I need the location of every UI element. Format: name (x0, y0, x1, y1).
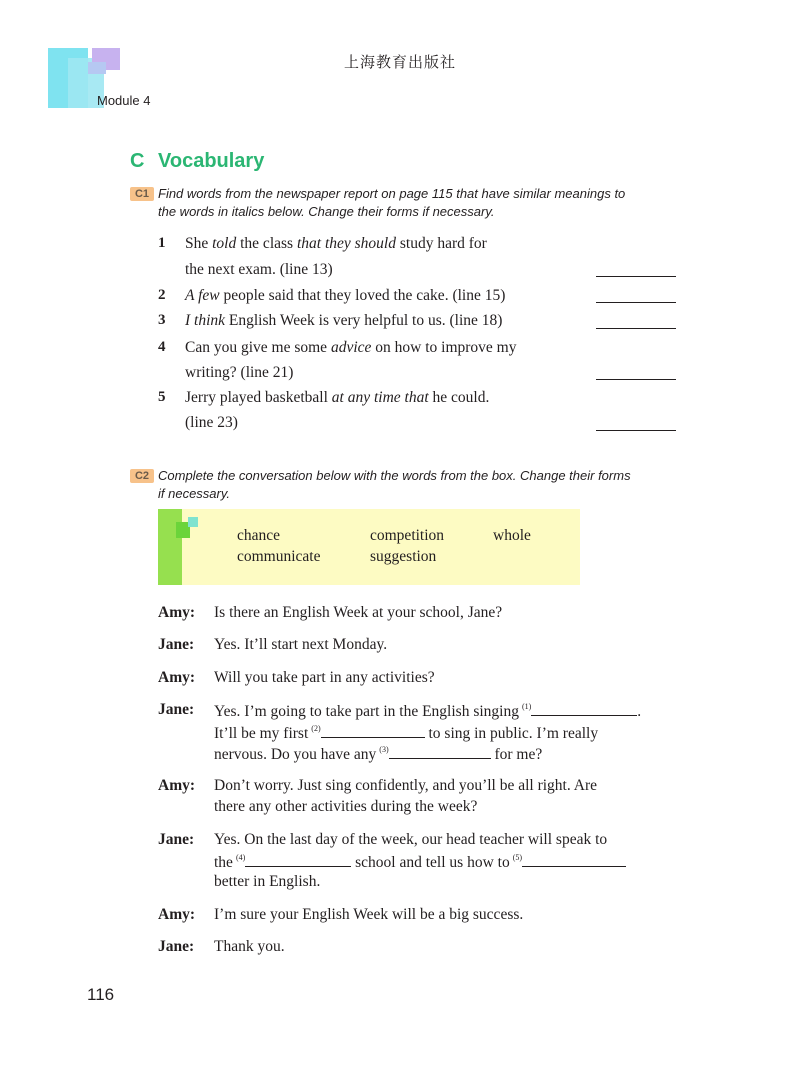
item-text: Can you give me some advice on how to improve my (185, 339, 517, 356)
item-text: Jerry played basketball at any time that he could. (185, 389, 490, 406)
blank-number: (3) (379, 745, 389, 754)
speech-line: there any other activities during the week? (214, 798, 478, 815)
answer-blank-3[interactable] (596, 327, 676, 329)
speech-line: Thank you. (214, 938, 285, 955)
speech-line: Yes. I’m going to take part in the English singing $^{(1)}$ . (214, 702, 642, 720)
blank-3[interactable] (389, 744, 491, 759)
speech-line: Yes. It’ll start next Monday. (214, 636, 388, 653)
item-text: I think English Week is very helpful to us. (line 18) (185, 312, 503, 329)
speech-line: I’m sure your English Week will be a big success. (214, 906, 524, 923)
publisher-name: 上海教育出版社 (343, 53, 456, 71)
c1-instruction: Find words from the newspaper report on page 115 that have similar meanings to the words in italics below. Change their forms if necessary. (158, 186, 626, 219)
blank-5[interactable] (522, 852, 626, 867)
answer-blank-5[interactable] (596, 429, 676, 431)
speaker-label: Amy: (158, 777, 196, 794)
module-label: Module 4 (97, 93, 151, 108)
item-number: 3 (158, 312, 166, 328)
item-text: the next exam. (line 13) (185, 261, 333, 278)
item-number: 2 (158, 287, 166, 303)
speech-line: Yes. On the last day of the week, our head teacher will speak to (214, 831, 608, 848)
item-number: 4 (158, 339, 166, 355)
answer-blank-4[interactable] (596, 378, 676, 380)
speaker-label: Jane: (158, 636, 195, 653)
box-word: whole (493, 527, 531, 544)
speaker-label: Amy: (158, 669, 196, 686)
section-letter: C (130, 150, 145, 172)
item-number: 5 (158, 389, 166, 405)
section-title: Vocabulary (158, 150, 265, 172)
speaker-label: Amy: (158, 604, 196, 621)
item-number: 1 (158, 235, 166, 251)
blank-number: (1) (521, 702, 532, 711)
word-box-bar (158, 509, 182, 585)
blank-4[interactable] (245, 852, 351, 867)
answer-blank-2[interactable] (596, 301, 676, 303)
blank-number: (2) (311, 724, 321, 733)
word-box (158, 509, 580, 585)
c2-instruction: Complete the conversation below with the words from the box. Change their forms if necessary. (158, 468, 631, 501)
speech-line: Don’t worry. Just sing confidently, and you’ll be all right. Are (214, 777, 597, 794)
box-word: competition (370, 527, 445, 544)
speaker-label: Jane: (158, 831, 195, 848)
speaker-label: Jane: (158, 938, 195, 955)
box-word: communicate (237, 548, 321, 565)
item-text: A few people said that they loved the cake. (line 15) (185, 287, 506, 304)
speech-line: the $^{(4)}$ school and tell us how to $^{(5)}$ (214, 852, 626, 872)
exercise-tag-c2: C2 (130, 469, 154, 483)
page-number: 116 (87, 985, 115, 1004)
answer-blank-1[interactable] (596, 275, 676, 277)
blank-number: (5) (512, 853, 523, 862)
speech-line: better in English. (214, 873, 321, 890)
speaker-label: Amy: (158, 906, 196, 923)
blank-2[interactable] (321, 723, 425, 738)
exercise-tag-c1: C1 (130, 187, 154, 201)
speech-line: Will you take part in any activities? (214, 669, 435, 686)
speech-line: nervous. Do you have any $^{(3)}$ for me? (214, 745, 543, 763)
speech-line: Is there an English Week at your school, Jane? (214, 604, 503, 621)
item-text: (line 23) (185, 414, 238, 431)
speech-line: It’ll be my first $^{(2)}$ to sing in public. I’m really (214, 724, 599, 742)
box-word: chance (237, 527, 281, 544)
box-word: suggestion (370, 548, 437, 565)
word-box-decoration (188, 517, 198, 527)
speaker-label: Jane: (158, 701, 195, 718)
item-text: She told the class that they should study hard for (185, 235, 487, 252)
item-text: writing? (line 21) (185, 364, 294, 381)
blank-number: (4) (235, 853, 246, 862)
blank-1[interactable] (531, 701, 637, 716)
